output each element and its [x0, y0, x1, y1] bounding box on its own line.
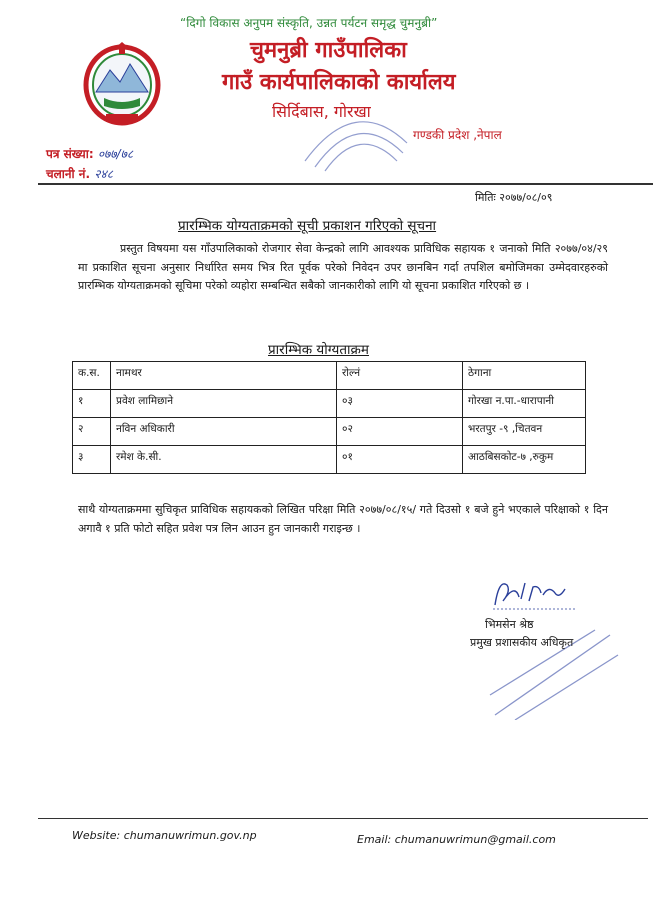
- office-location: सिर्दिबास, गोरखा: [272, 102, 371, 121]
- header-serial: क.स.: [73, 362, 111, 390]
- cell-name: प्रवेश लामिछाने: [111, 390, 337, 418]
- cell-roll: ०१: [337, 446, 463, 474]
- nepal-emblem-icon: [82, 40, 162, 126]
- office-name: गाउँ कार्यपालिकाको कार्यालय: [222, 70, 456, 95]
- handwritten-signature: [485, 575, 580, 615]
- merit-list-title: प्रारम्भिक योग्यताक्रम: [268, 342, 369, 358]
- office-stamp: [295, 103, 415, 173]
- notice-title: प्रारम्भिक योग्यताक्रमको सूची प्रकाशन गरिएको सूचना: [178, 218, 437, 234]
- letter-number: पत्र संख्या: ०७७/७८: [46, 147, 134, 161]
- officer-name: भिमसेन श्रेष्ठ: [485, 618, 534, 631]
- header-divider: [38, 183, 653, 185]
- cell-address: गोरखा न.पा.-धारापानी: [463, 390, 586, 418]
- table-row: [73, 418, 586, 446]
- header-address: ठेगाना: [463, 362, 586, 390]
- cell-name: रमेश के.सी.: [111, 446, 337, 474]
- header-name: नामथर: [111, 362, 337, 390]
- notice-body: प्रस्तुत विषयमा यस गाँउपालिकाको रोजगार सेवा केन्द्रको लागि आवश्यक प्राविधिक सहायक १ जनाको मिति २०७७/०४/२९ मा प्रकाशित सूचना अनुसार निर्धारित समय भित्र रित पूर्वक परेको निवेदन उपर छानबिन गर्दा तपशिल बमोजिमका उम्मेदवारहरुको प्रारम्भिक योग्यताक्रमको सूचिमा परेको व्यहोरा सम्बन्धित सबैको जानकारीको लागि यो सूचना प्रकाशित गरिएको छ ।: [78, 242, 608, 292]
- cell-name: नविन अधिकारी: [111, 418, 337, 446]
- cell-address: भरतपुर -९ ,चितवन: [463, 418, 586, 446]
- footer-divider: [38, 818, 648, 819]
- website-text: Website: chumanuwrimun.gov.np: [72, 829, 257, 842]
- cell-serial: ३: [73, 446, 111, 474]
- cell-serial: १: [73, 390, 111, 418]
- cell-serial: २: [73, 418, 111, 446]
- officer-designation: प्रमुख प्रशासकीय अधिकृत: [470, 636, 574, 649]
- province-name: गण्डकी प्रदेश ,नेपाल: [413, 128, 502, 142]
- cell-roll: ०३: [337, 390, 463, 418]
- email-text: Email: chumanuwrimun@gmail.com: [357, 833, 556, 846]
- table-row: [73, 390, 586, 418]
- dispatch-number: चलानी नं. २४८: [46, 167, 113, 181]
- slogan: “दिगो विकास अनुपम संस्कृति, उन्नत पर्यटन समृद्ध चुमनुब्री”: [180, 16, 438, 30]
- table-header-row: [73, 362, 586, 390]
- municipality-name: चुमनुब्री गाउँपालिका: [250, 38, 407, 63]
- exam-notice: साथै योग्यताक्रममा सुचिकृत प्राविधिक सहायकको लिखित परिक्षा मिति २०७७/०८/१५/ गते दिउसो १ बजे हुने भएकाले परिक्षाको १ दिन अगावै १ प्रति फोटो सहित प्रवेश पत्र लिन आउन हुन जानकारी गराइन्छ ।: [78, 503, 608, 535]
- table-row: [73, 446, 586, 474]
- merit-list-table: [72, 361, 586, 474]
- notice-date: मितिः २०७७/०८/०९: [475, 191, 553, 204]
- cell-roll: ०२: [337, 418, 463, 446]
- header-roll: रोल्नं: [337, 362, 463, 390]
- cell-address: आठबिसकोट-७ ,रुकुम: [463, 446, 586, 474]
